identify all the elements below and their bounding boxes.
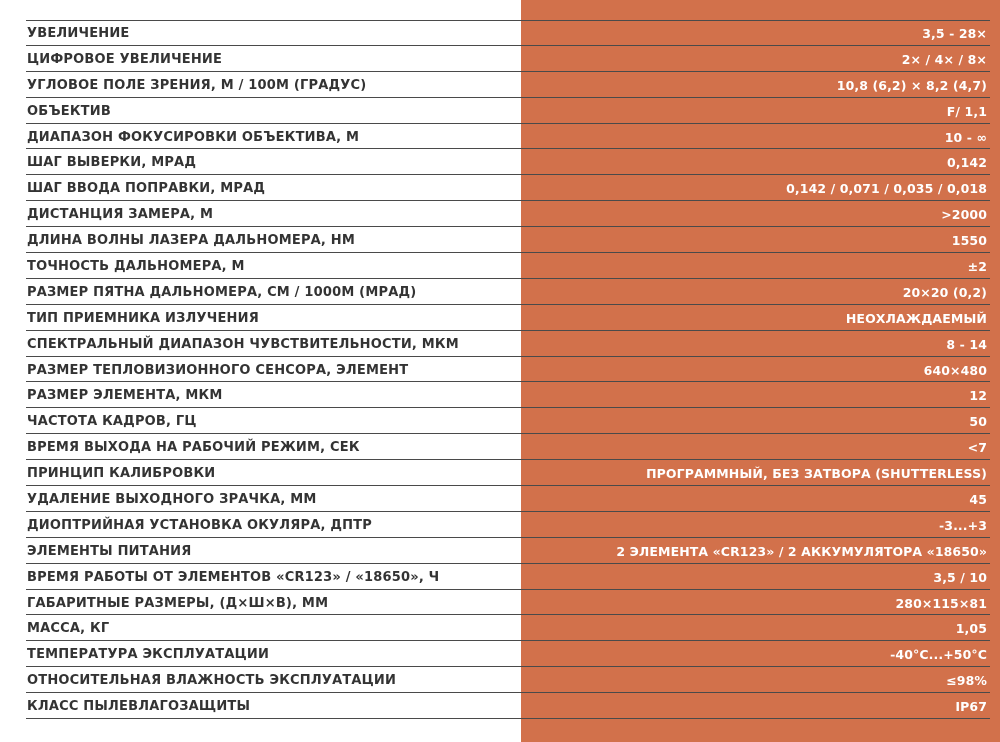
spec-label: ДИАПАЗОН ФОКУСИРОВКИ ОБЪЕКТИВА, М bbox=[27, 129, 360, 145]
spec-row bbox=[0, 98, 1000, 124]
spec-row bbox=[0, 512, 1000, 538]
spec-label: МАССА, КГ bbox=[27, 621, 110, 637]
spec-value: 8 - 14 bbox=[946, 336, 987, 352]
spec-row bbox=[0, 434, 1000, 460]
spec-row bbox=[0, 149, 1000, 175]
spec-label: ТИП ПРИЕМНИКА ИЗЛУЧЕНИЯ bbox=[27, 310, 259, 326]
spec-value: 0,142 / 0,071 / 0,035 / 0,018 bbox=[786, 181, 987, 197]
spec-value: -40°C...+50°C bbox=[890, 647, 987, 663]
spec-label: УДАЛЕНИЕ ВЫХОДНОГО ЗРАЧКА, ММ bbox=[27, 492, 317, 508]
spec-label: РАЗМЕР ТЕПЛОВИЗИОННОГО СЕНСОРА, ЭЛЕМЕНТ bbox=[27, 362, 409, 378]
spec-row bbox=[0, 227, 1000, 253]
spec-row bbox=[0, 279, 1000, 305]
spec-row bbox=[0, 305, 1000, 331]
spec-value: ≤98% bbox=[946, 673, 987, 689]
spec-row bbox=[0, 20, 1000, 46]
spec-label: ШАГ ВЫВЕРКИ, МРАД bbox=[27, 155, 197, 171]
spec-row bbox=[0, 486, 1000, 512]
spec-value: -3...+3 bbox=[938, 517, 987, 533]
spec-label: ШАГ ВВОДА ПОПРАВКИ, МРАД bbox=[27, 181, 266, 197]
spec-row bbox=[0, 175, 1000, 201]
spec-label: ОБЪЕКТИВ bbox=[27, 103, 111, 119]
spec-label: ВРЕМЯ ВЫХОДА НА РАБОЧИЙ РЕЖИМ, СЕК bbox=[27, 440, 360, 456]
spec-value: 20×20 (0,2) bbox=[902, 284, 987, 300]
spec-label: ТЕМПЕРАТУРА ЭКСПЛУАТАЦИИ bbox=[27, 647, 270, 663]
spec-row bbox=[0, 331, 1000, 357]
spec-row bbox=[0, 590, 1000, 616]
spec-value: 10 - ∞ bbox=[944, 129, 987, 145]
spec-label: ОТНОСИТЕЛЬНАЯ ВЛАЖНОСТЬ ЭКСПЛУАТАЦИИ bbox=[27, 673, 397, 689]
spec-value: 50 bbox=[969, 414, 987, 430]
spec-label: СПЕКТРАЛЬНЫЙ ДИАПАЗОН ЧУВСТВИТЕЛЬНОСТИ, МКМ bbox=[27, 336, 459, 352]
spec-value: НЕОХЛАЖДАЕМЫЙ bbox=[845, 310, 987, 326]
spec-value: 640×480 bbox=[923, 362, 987, 378]
spec-row bbox=[0, 460, 1000, 486]
spec-label: ДИСТАНЦИЯ ЗАМЕРА, М bbox=[27, 207, 214, 223]
spec-label: ДИОПТРИЙНАЯ УСТАНОВКА ОКУЛЯРА, ДПТР bbox=[27, 517, 372, 533]
spec-row bbox=[0, 253, 1000, 279]
spec-value: 3,5 - 28× bbox=[922, 26, 987, 41]
spec-label: УВЕЛИЧЕНИЕ bbox=[27, 26, 130, 41]
spec-value: ПРОГРАММНЫЙ, БЕЗ ЗАТВОРА (SHUTTERLESS) bbox=[646, 466, 987, 482]
spec-label: ДЛИНА ВОЛНЫ ЛАЗЕРА ДАЛЬНОМЕРА, НМ bbox=[27, 233, 356, 249]
spec-value: 0,142 bbox=[946, 155, 987, 171]
spec-label: ВРЕМЯ РАБОТЫ ОТ ЭЛЕМЕНТОВ «CR123» / «18650», Ч bbox=[27, 569, 440, 585]
spec-value: <7 bbox=[967, 440, 987, 456]
spec-value: 1550 bbox=[951, 233, 987, 249]
spec-row bbox=[0, 46, 1000, 72]
spec-row bbox=[0, 693, 1000, 719]
spec-row bbox=[0, 615, 1000, 641]
spec-value: ±2 bbox=[967, 259, 987, 275]
spec-row bbox=[0, 667, 1000, 693]
spec-value: 12 bbox=[969, 388, 987, 404]
spec-value: >2000 bbox=[941, 207, 987, 223]
spec-row bbox=[0, 408, 1000, 434]
spec-row bbox=[0, 641, 1000, 667]
spec-label: КЛАСС ПЫЛЕВЛАГОЗАЩИТЫ bbox=[27, 699, 251, 715]
spec-table bbox=[0, 20, 1000, 719]
spec-label: ПРИНЦИП КАЛИБРОВКИ bbox=[27, 466, 216, 482]
spec-value: 1,05 bbox=[955, 621, 987, 637]
spec-row bbox=[0, 382, 1000, 408]
spec-value: 3,5 / 10 bbox=[933, 569, 987, 585]
spec-value: IP67 bbox=[955, 699, 987, 715]
spec-value: 45 bbox=[969, 492, 987, 508]
spec-value: 2 ЭЛЕМЕНТА «CR123» / 2 АККУМУЛЯТОРА «18650» bbox=[616, 543, 987, 559]
spec-row bbox=[0, 72, 1000, 98]
spec-value: F/ 1,1 bbox=[946, 103, 987, 119]
spec-row bbox=[0, 201, 1000, 227]
spec-label: УГЛОВОЕ ПОЛЕ ЗРЕНИЯ, М / 100М (ГРАДУС) bbox=[27, 77, 367, 93]
spec-value: 2× / 4× / 8× bbox=[901, 51, 987, 67]
spec-label: ТОЧНОСТЬ ДАЛЬНОМЕРА, М bbox=[27, 259, 245, 275]
spec-row bbox=[0, 124, 1000, 150]
spec-row bbox=[0, 357, 1000, 383]
spec-label: ГАБАРИТНЫЕ РАЗМЕРЫ, (Д×Ш×В), ММ bbox=[27, 595, 329, 611]
spec-row bbox=[0, 538, 1000, 564]
spec-label: ЦИФРОВОЕ УВЕЛИЧЕНИЕ bbox=[27, 51, 223, 67]
spec-label: ЧАСТОТА КАДРОВ, ГЦ bbox=[27, 414, 197, 430]
spec-label: ЭЛЕМЕНТЫ ПИТАНИЯ bbox=[27, 543, 192, 559]
spec-value: 280×115×81 bbox=[895, 595, 987, 611]
spec-label: РАЗМЕР ЭЛЕМЕНТА, МКМ bbox=[27, 388, 223, 404]
spec-label: РАЗМЕР ПЯТНА ДАЛЬНОМЕРА, СМ / 1000М (МРАД) bbox=[27, 284, 417, 300]
spec-row bbox=[0, 564, 1000, 590]
spec-value: 10,8 (6,2) × 8,2 (4,7) bbox=[836, 77, 987, 93]
